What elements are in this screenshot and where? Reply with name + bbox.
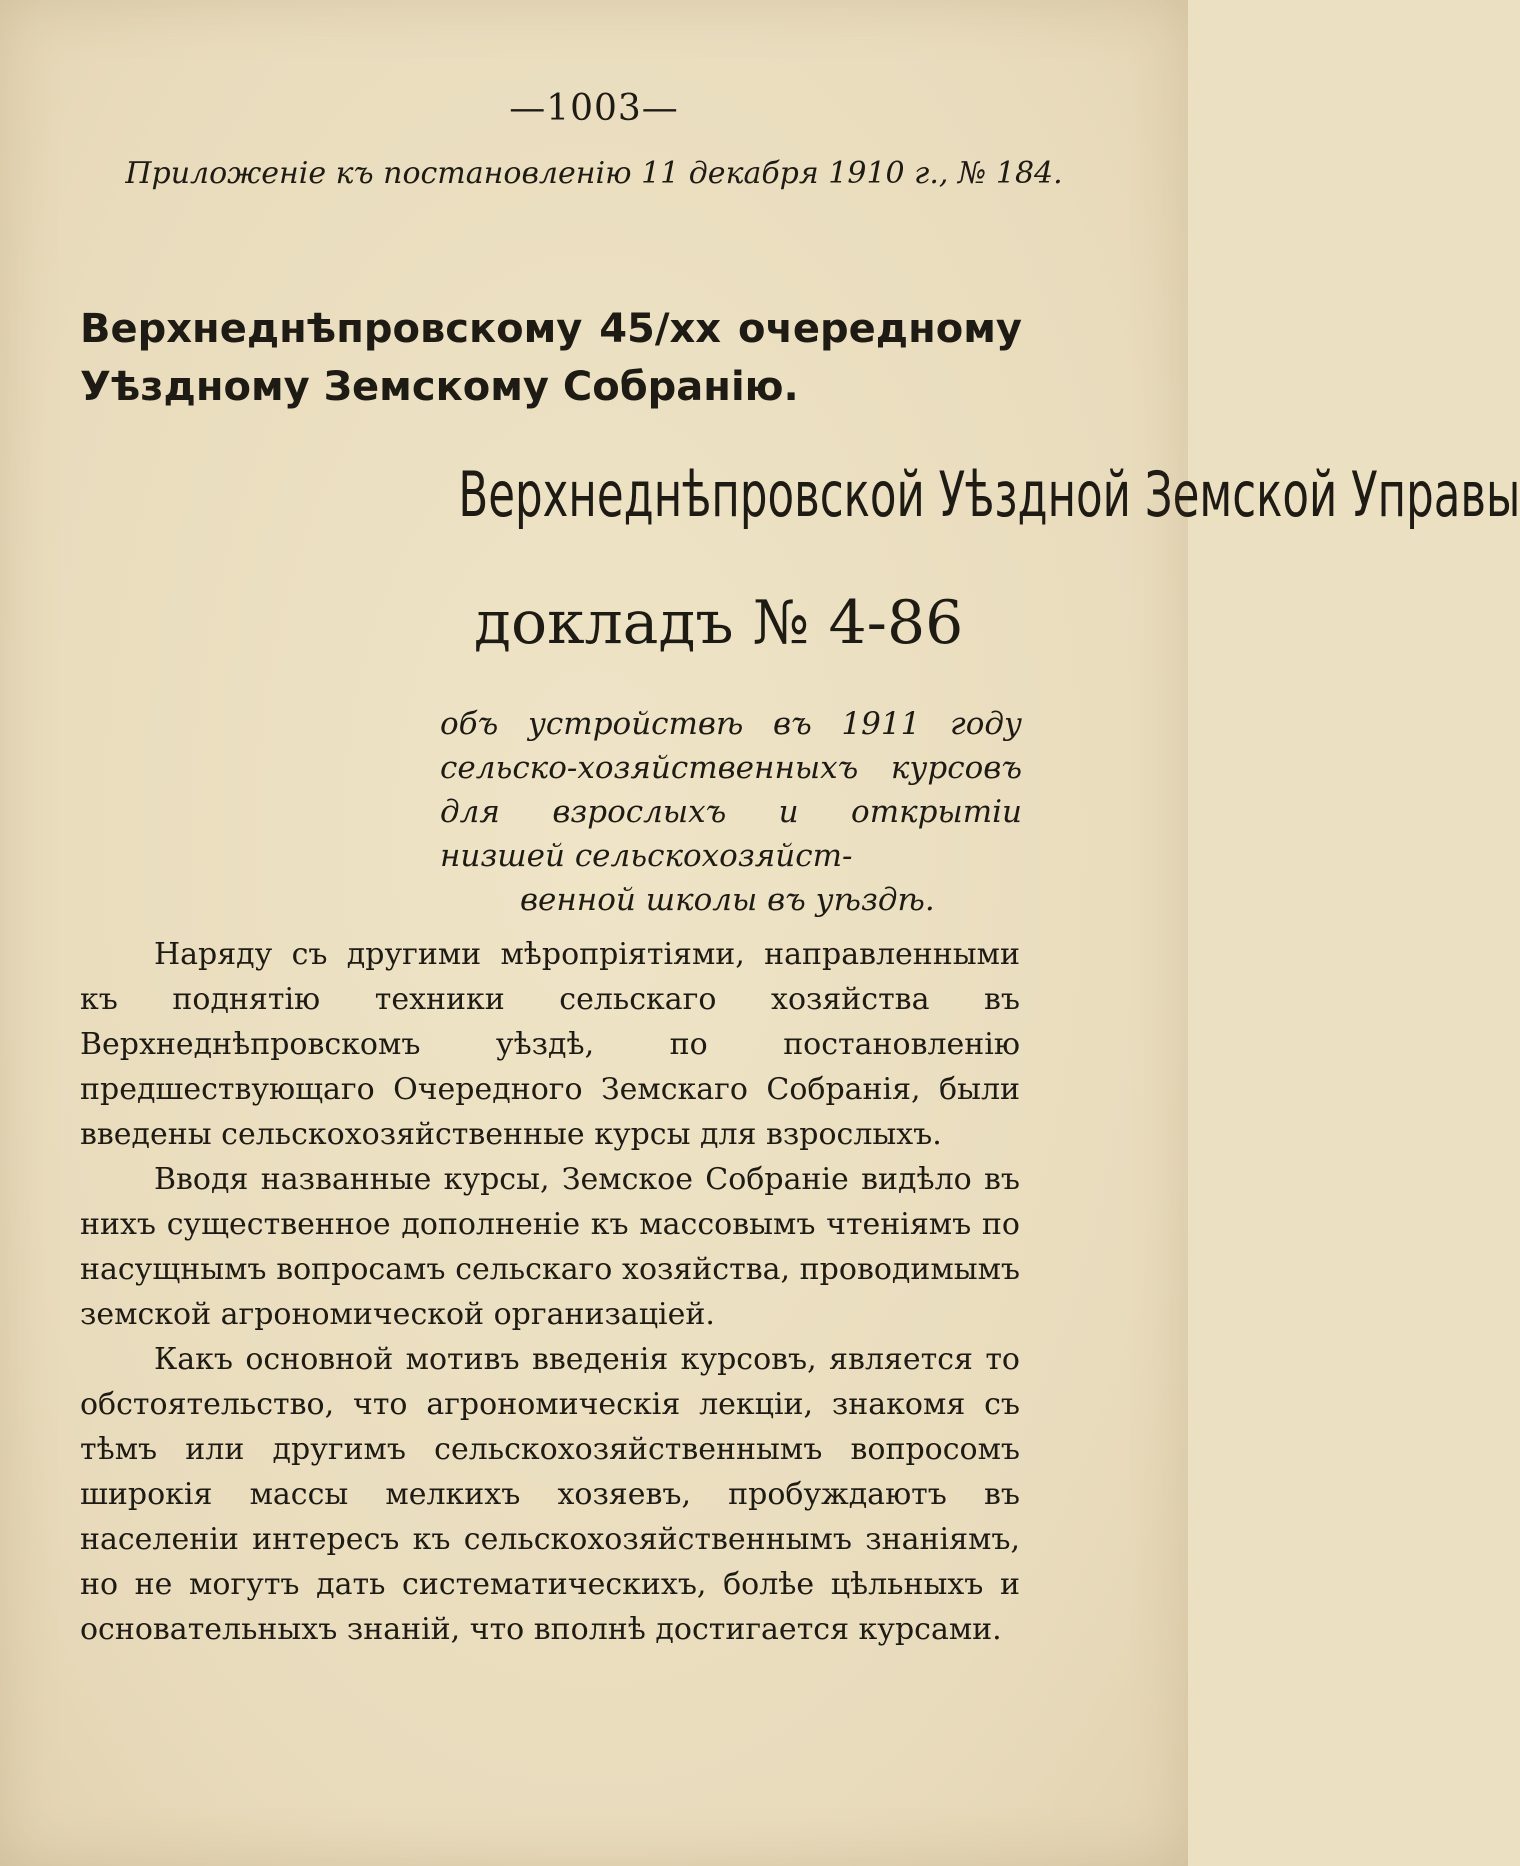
- report-subject: [440, 702, 1022, 922]
- report-title: докладъ № 4-86: [474, 588, 964, 658]
- body-text: [80, 932, 1020, 1652]
- board-heading: Верхнеднѣпровской Уѣздной Земской Управы: [458, 458, 1520, 531]
- paragraph: Вводя названные курсы, Земское Собраніе видѣло въ нихъ существенное дополненіе къ массовымъ чтеніямъ по насущнымъ вопросамъ сельскаго хозяйства, проводимымъ земской агрономической организаціей.: [80, 1162, 1020, 1332]
- report-subject-last-line: венной школы въ уѣздѣ.: [520, 882, 935, 918]
- report-subject-text: объ устройствѣ въ 1911 году сельско-хозяйственныхъ курсовъ для взрослыхъ и открытіи низшей сельскохозяйст-: [440, 706, 1022, 874]
- paragraph: Какъ основной мотивъ введенія курсовъ, является то обстоятельство, что агрономическія лекціи, знакомя съ тѣмъ или другимъ сельскохозяйственнымъ вопросомъ широкія массы мелкихъ хозяевъ, пробуждаютъ въ населеніи интересъ къ сельскохозяйственнымъ знаніямъ, но не могутъ дать систематическихъ, болѣе цѣльныхъ и основательныхъ знаній, что вполнѣ достигается курсами.: [80, 1342, 1020, 1647]
- appendix-note: Приложеніе къ постановленію 11 декабря 1910 г., № 184.: [125, 156, 1063, 191]
- paragraph: Наряду съ другими мѣропріятіями, направленными къ поднятію техники сельскаго хозяйства въ Верхнеднѣпровскомъ уѣздѣ, по постановленію предшествующаго Очередного Земскаго Собранія, были введены сельскохозяйственные курсы для взрослыхъ.: [80, 937, 1020, 1152]
- page-number: —1003—: [509, 88, 679, 129]
- addressee-heading: Верхнеднѣпровскому 45/хх очередному Уѣздному Земскому Собранію.: [80, 306, 1022, 410]
